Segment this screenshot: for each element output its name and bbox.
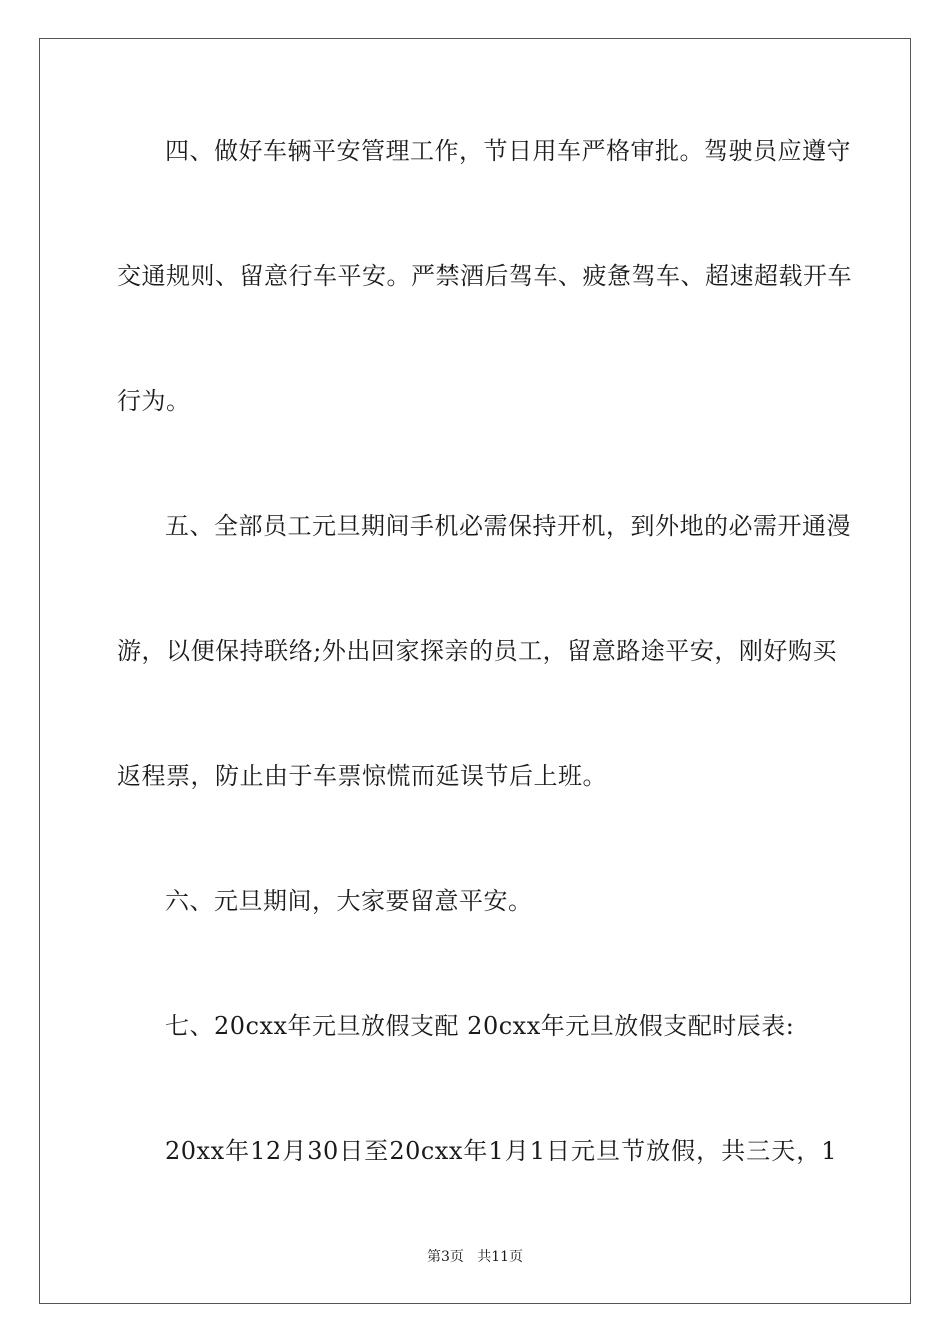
paragraph-6-line-1: 六、元旦期间，大家要留意平安。 <box>165 887 533 915</box>
page-frame <box>39 38 911 1304</box>
paragraph-5-line-2: 游，以便保持联络;外出回家探亲的员工，留意路途平安，刚好购买 <box>117 637 837 665</box>
paragraph-8-line-1: 20xx年12月30日至20cxx年1月1日元旦节放假，共三天，1 <box>165 1137 837 1165</box>
paragraph-7-line-1: 七、20cxx年元旦放假支配 20cxx年元旦放假支配时辰表: <box>165 1012 795 1040</box>
paragraph-4-line-2: 交通规则、留意行车平安。严禁酒后驾车、疲惫驾车、超速超载开车 <box>117 262 852 290</box>
paragraph-4-line-3: 行为。 <box>117 387 191 415</box>
paragraph-5-line-1: 五、全部员工元旦期间手机必需保持开机，到外地的必需开通漫 <box>165 512 851 540</box>
paragraph-5-line-3: 返程票，防止由于车票惊慌而延误节后上班。 <box>117 762 607 790</box>
page-number-footer: 第3页 共11页 <box>426 1249 524 1265</box>
paragraph-4-line-1: 四、做好车辆平安管理工作，节日用车严格审批。驾驶员应遵守 <box>165 137 851 165</box>
